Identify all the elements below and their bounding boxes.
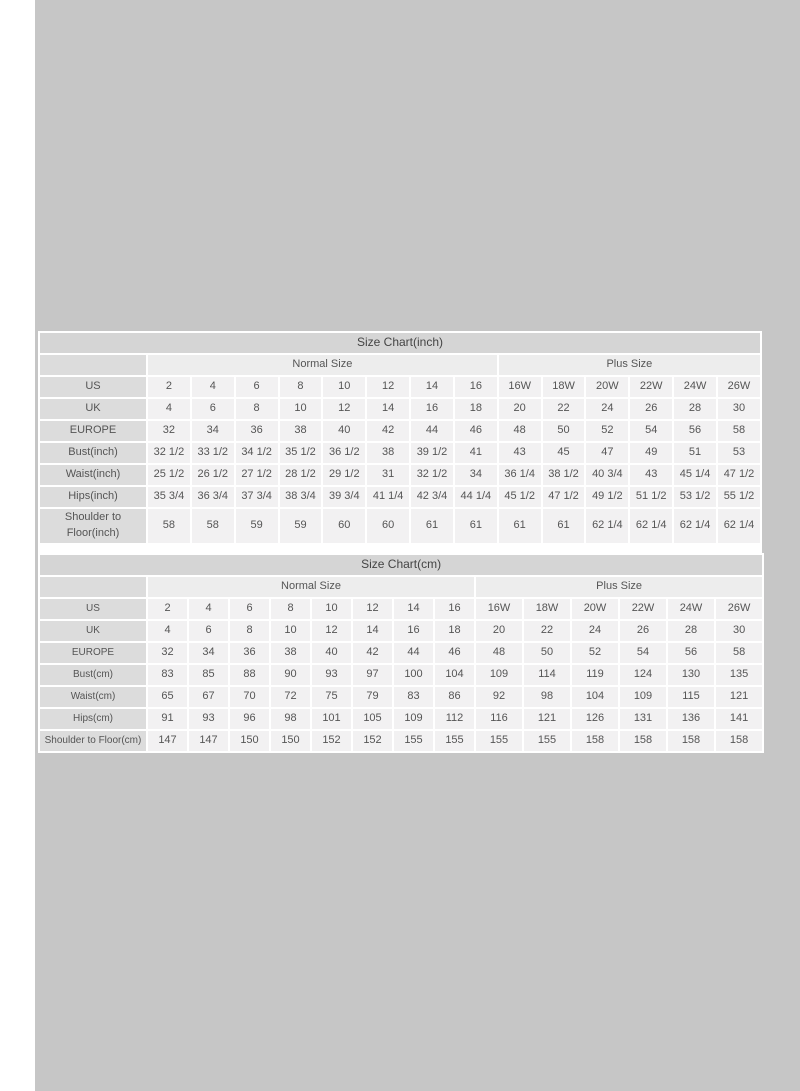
table-cell: 36 1/2 [323,443,365,463]
table-cell: 54 [630,421,672,441]
table-cell: 39 1/2 [411,443,453,463]
table-cell: 52 [572,643,618,663]
table-cell: 136 [668,709,714,729]
table-cell: 109 [476,665,522,685]
table-row [40,509,760,543]
table-cell: 20W [572,599,618,619]
table-row [40,599,762,619]
table-cell: 16 [411,399,453,419]
row-label: Hips(inch) [40,487,146,507]
corner-cell [40,355,146,375]
table-cell: 38 [367,443,409,463]
row-label: Waist(inch) [40,465,146,485]
table-cell: 43 [499,443,541,463]
table-cell: 4 [192,377,234,397]
table-cell: 61 [499,509,541,543]
table-cell: 6 [192,399,234,419]
table-title: Size Chart(cm) [40,555,762,575]
table-title-row [40,555,762,575]
table-cell: 30 [718,399,760,419]
table-cell: 39 3/4 [323,487,365,507]
table-cell: 40 [323,421,365,441]
table-cell: 34 1/2 [236,443,278,463]
group-header-cell: Normal Size [148,577,474,597]
table-cell: 119 [572,665,618,685]
table-cell: 10 [323,377,365,397]
table-cell: 6 [230,599,269,619]
table-cell: 50 [543,421,585,441]
table-cell: 37 3/4 [236,487,278,507]
table-cell: 47 1/2 [718,465,760,485]
table-cell: 49 1/2 [586,487,628,507]
table-cell: 45 1/4 [674,465,716,485]
table-cell: 124 [620,665,666,685]
table-cell: 53 1/2 [674,487,716,507]
table-cell: 83 [148,665,187,685]
table-cell: 38 [271,643,310,663]
table-cell: 135 [716,665,762,685]
table-cell: 61 [411,509,453,543]
table-cell: 121 [524,709,570,729]
table-cell: 24 [572,621,618,641]
table-cell: 86 [435,687,474,707]
table-cell: 20W [586,377,628,397]
table-row [40,687,762,707]
table-cell: 26 [630,399,672,419]
table-cell: 155 [524,731,570,751]
table-cell: 46 [455,421,497,441]
row-label: UK [40,621,146,641]
table-cell: 12 [323,399,365,419]
table-cell: 28 [674,399,716,419]
table-cell: 16 [394,621,433,641]
table-cell: 38 [280,421,322,441]
table-cell: 14 [394,599,433,619]
table-cell: 8 [236,399,278,419]
table-cell: 91 [148,709,187,729]
table-row [40,487,760,507]
table-cell: 109 [394,709,433,729]
table-cell: 10 [271,621,310,641]
table-row [40,443,760,463]
table-cell: 104 [572,687,618,707]
table-cell: 41 1/4 [367,487,409,507]
table-cell: 18 [455,399,497,419]
table-cell: 158 [668,731,714,751]
row-label: Waist(cm) [40,687,146,707]
table-cell: 54 [620,643,666,663]
table-cell: 72 [271,687,310,707]
table-cell: 59 [236,509,278,543]
table-cell: 98 [524,687,570,707]
table-cell: 16W [476,599,522,619]
table-title: Size Chart(inch) [40,333,760,353]
table-cell: 14 [411,377,453,397]
table-gap [38,545,762,553]
table-row [40,465,760,485]
table-cell: 49 [630,443,672,463]
table-cell: 22W [630,377,672,397]
table-cell: 26W [716,599,762,619]
table-cell: 79 [353,687,392,707]
table-row [40,377,760,397]
table-cell: 150 [230,731,269,751]
table-cell: 126 [572,709,618,729]
table-cell: 47 1/2 [543,487,585,507]
table-cell: 36 1/4 [499,465,541,485]
table-cell: 52 [586,421,628,441]
table-cell: 60 [323,509,365,543]
table-cell: 35 1/2 [280,443,322,463]
table-cell: 105 [353,709,392,729]
table-cell: 6 [236,377,278,397]
table-cell: 18 [435,621,474,641]
table-row [40,731,762,751]
table-cell: 59 [280,509,322,543]
table-cell: 98 [271,709,310,729]
table-cell: 44 [411,421,453,441]
table-cell: 34 [189,643,228,663]
table-cell: 47 [586,443,628,463]
table-cell: 58 [148,509,190,543]
table-cell: 61 [455,509,497,543]
row-label: UK [40,399,146,419]
table-cell: 43 [630,465,672,485]
table-cell: 104 [435,665,474,685]
table-cell: 62 1/4 [674,509,716,543]
table-cell: 36 [236,421,278,441]
table-cell: 155 [435,731,474,751]
table-cell: 18W [543,377,585,397]
table-cell: 4 [189,599,228,619]
table-cell: 97 [353,665,392,685]
table-cell: 22W [620,599,666,619]
table-cell: 155 [394,731,433,751]
table-cell: 53 [718,443,760,463]
table-cell: 56 [668,643,714,663]
row-label: US [40,377,146,397]
table-cell: 30 [716,621,762,641]
table-cell: 114 [524,665,570,685]
table-cell: 2 [148,377,190,397]
table-cell: 88 [230,665,269,685]
table-cell: 93 [312,665,351,685]
size-chart-card [38,331,762,753]
size-chart-inch-table [38,331,762,545]
group-header-row [40,355,760,375]
size-chart-cm-table [38,553,764,753]
table-cell: 70 [230,687,269,707]
table-cell: 62 1/4 [718,509,760,543]
group-header-cell: Plus Size [499,355,760,375]
table-cell: 42 [353,643,392,663]
table-cell: 33 1/2 [192,443,234,463]
table-cell: 62 1/4 [586,509,628,543]
table-cell: 32 1/2 [148,443,190,463]
table-cell: 35 3/4 [148,487,190,507]
table-cell: 60 [367,509,409,543]
table-cell: 12 [312,621,351,641]
table-cell: 155 [476,731,522,751]
table-cell: 8 [271,599,310,619]
table-cell: 90 [271,665,310,685]
table-cell: 61 [543,509,585,543]
table-cell: 34 [192,421,234,441]
table-cell: 100 [394,665,433,685]
table-cell: 93 [189,709,228,729]
table-cell: 92 [476,687,522,707]
table-cell: 51 1/2 [630,487,672,507]
table-cell: 48 [499,421,541,441]
group-header-cell: Plus Size [476,577,762,597]
table-cell: 14 [367,399,409,419]
table-row [40,665,762,685]
row-label: EUROPE [40,421,146,441]
table-row [40,421,760,441]
table-cell: 147 [148,731,187,751]
table-cell: 56 [674,421,716,441]
table-cell: 58 [718,421,760,441]
table-cell: 31 [367,465,409,485]
table-cell: 45 1/2 [499,487,541,507]
table-cell: 152 [353,731,392,751]
table-cell: 36 [230,643,269,663]
table-cell: 20 [499,399,541,419]
table-cell: 58 [192,509,234,543]
table-cell: 96 [230,709,269,729]
table-cell: 65 [148,687,187,707]
table-row [40,709,762,729]
table-cell: 152 [312,731,351,751]
table-cell: 158 [572,731,618,751]
table-cell: 83 [394,687,433,707]
table-row [40,621,762,641]
table-cell: 48 [476,643,522,663]
row-label: Shoulder to Floor(inch) [40,509,146,543]
table-cell: 109 [620,687,666,707]
row-label: Bust(cm) [40,665,146,685]
table-cell: 14 [353,621,392,641]
table-cell: 32 [148,643,187,663]
table-cell: 131 [620,709,666,729]
table-cell: 115 [668,687,714,707]
row-label: Hips(cm) [40,709,146,729]
table-cell: 45 [543,443,585,463]
table-cell: 8 [230,621,269,641]
table-cell: 4 [148,399,190,419]
table-cell: 50 [524,643,570,663]
table-title-row [40,333,760,353]
table-cell: 26 1/2 [192,465,234,485]
table-cell: 38 1/2 [543,465,585,485]
table-cell: 32 1/2 [411,465,453,485]
table-cell: 10 [312,599,351,619]
table-cell: 130 [668,665,714,685]
table-cell: 29 1/2 [323,465,365,485]
table-cell: 46 [435,643,474,663]
table-cell: 38 3/4 [280,487,322,507]
table-cell: 40 [312,643,351,663]
table-cell: 40 3/4 [586,465,628,485]
table-row [40,399,760,419]
table-cell: 8 [280,377,322,397]
table-cell: 85 [189,665,228,685]
table-cell: 2 [148,599,187,619]
table-cell: 67 [189,687,228,707]
table-cell: 112 [435,709,474,729]
table-cell: 36 3/4 [192,487,234,507]
table-cell: 24W [674,377,716,397]
table-cell: 26 [620,621,666,641]
table-cell: 41 [455,443,497,463]
table-cell: 58 [716,643,762,663]
table-cell: 6 [189,621,228,641]
table-cell: 25 1/2 [148,465,190,485]
table-cell: 20 [476,621,522,641]
corner-cell [40,577,146,597]
table-cell: 34 [455,465,497,485]
table-cell: 150 [271,731,310,751]
table-cell: 4 [148,621,187,641]
table-cell: 28 1/2 [280,465,322,485]
table-cell: 12 [353,599,392,619]
table-cell: 24 [586,399,628,419]
table-cell: 16 [435,599,474,619]
table-cell: 18W [524,599,570,619]
table-cell: 42 [367,421,409,441]
table-cell: 158 [620,731,666,751]
table-cell: 62 1/4 [630,509,672,543]
table-cell: 16 [455,377,497,397]
table-cell: 116 [476,709,522,729]
table-cell: 158 [716,731,762,751]
table-cell: 101 [312,709,351,729]
table-cell: 12 [367,377,409,397]
row-label: Shoulder to Floor(cm) [40,731,146,751]
table-cell: 24W [668,599,714,619]
table-cell: 27 1/2 [236,465,278,485]
table-cell: 22 [543,399,585,419]
table-cell: 55 1/2 [718,487,760,507]
table-cell: 147 [189,731,228,751]
table-cell: 28 [668,621,714,641]
row-label: Bust(inch) [40,443,146,463]
row-label: US [40,599,146,619]
table-cell: 44 1/4 [455,487,497,507]
table-cell: 10 [280,399,322,419]
table-row [40,643,762,663]
table-cell: 22 [524,621,570,641]
row-label: EUROPE [40,643,146,663]
table-cell: 42 3/4 [411,487,453,507]
table-cell: 32 [148,421,190,441]
table-cell: 44 [394,643,433,663]
table-cell: 121 [716,687,762,707]
table-cell: 75 [312,687,351,707]
group-header-row [40,577,762,597]
table-cell: 16W [499,377,541,397]
table-cell: 141 [716,709,762,729]
group-header-cell: Normal Size [148,355,497,375]
table-cell: 26W [718,377,760,397]
table-cell: 51 [674,443,716,463]
